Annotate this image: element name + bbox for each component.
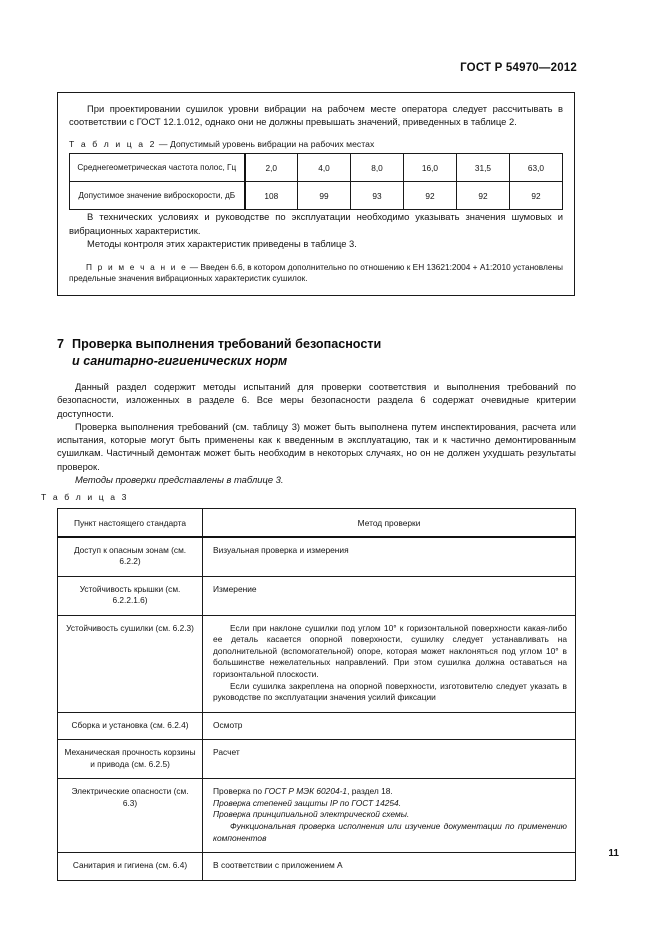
table-row (58, 537, 576, 576)
table3-row4-item-ref: (см. 6.2.5) (131, 758, 170, 769)
table3-row6-item-ref: (см. 6.4) (155, 860, 188, 871)
table2-row1-label: Допустимое значение виброскорости, дБ (70, 182, 245, 210)
electrical-line1-prefix: Проверка по (213, 786, 265, 797)
table3-row4-item-title: Механическая прочность корзины и привода (64, 747, 196, 769)
table2-row1-cell1: 99 (298, 182, 351, 210)
table-row (58, 615, 576, 712)
table3-row3-method (203, 712, 576, 740)
section7-paragraph-1: Данный раздел содержит методы испытаний для проверки соответствия и выполнения требований по безопасности, изложенных в разделе 6. Все меры безопасности раздела 6 содержат очевидные критерии доступности. (57, 381, 576, 419)
table2-row1-cell5: 92 (509, 182, 562, 210)
note-block (69, 262, 563, 285)
table3-row4-method-line0: Расчет (213, 747, 240, 758)
table3-row0-item-ref: (см. 6.2.2) (119, 545, 187, 567)
electrical-line1-standard: ГОСТ Р МЭК 60204-1 (264, 786, 348, 797)
table3-row2-method (203, 615, 576, 712)
table-3-verification-methods (57, 508, 576, 881)
note-label: П р и м е ч а н и е (86, 262, 188, 273)
table3-row4-item (58, 740, 203, 779)
section7-paragraph-2: Проверка выполнения требований (см. таблицу 3) может быть выполнена путем инспектирования, расчета или испытания, которые могут быть применены как к введенным в эксплуатацию, так и к частично демонтированным сушилкам. Частичный демонтаж может быть необходим в некоторых случаях, но он не должен ухудшать результаты проверок. (57, 420, 576, 472)
table3-caption-label: Т а б л и ц а 3 (41, 492, 129, 502)
post-table2-paragraph-2: Методы контроля этих характеристик приведены в таблице 3. (87, 237, 357, 249)
table3-row2-method-line0: Если при наклоне сушилки под углом 10° к горизонтальной поверхности какая-либо ее деталь касается опорной поверхности, сушилку следует устанавливать на дополнительной (вспомогательной) опоре, которая может наклоняться под углом 10° в большинстве нежелательных направлений. При этом сушилка должна оставаться на горизонтальной плоскости. (213, 622, 567, 679)
table3-row0-method (203, 537, 576, 576)
note-text: — Введен 6.6, в котором дополнительно по отношению к ЕН 13621:2004 + А1:2010 установлены предельные значения вибрационных характеристик сушилок. (69, 262, 563, 284)
post-table2-paragraph-1: В технических условиях и руководстве по эксплуатации необходимо указывать значения шумовых и вибрационных характеристик. (69, 211, 563, 236)
table-row (70, 154, 563, 182)
table3-row5-item-ref: (см. 6.3) (122, 786, 189, 808)
table-row (58, 576, 576, 615)
table3-row1-item (58, 576, 203, 615)
intro-paragraph: При проектировании сушилок уровни вибрации на рабочем месте оператора следует рассчитывать в соответствии с ГОСТ 12.1.012, однако они не должны превышать значений, приведенных в таблице 2. (69, 103, 563, 128)
table3-row5-item (58, 779, 203, 853)
table2-caption (69, 139, 563, 149)
table3-row0-method-line0: Визуальная проверка и измерения (213, 545, 349, 555)
section-number: 7 (57, 337, 65, 351)
table3-row0-item-title: Доступ к опасным зонам (73, 545, 169, 555)
table2-row0-cell4: 31,5 (456, 154, 509, 182)
table3-row5-method-line3: Функциональная проверка исполнения или изучение документации по применению компонентов (213, 820, 567, 843)
table3-row6-method (203, 853, 576, 881)
table3-col-header-method: Метод проверки (203, 509, 576, 538)
table3-row6-item-title: Санитария и гигиена (72, 860, 154, 871)
table2-caption-label: Т а б л и ц а 2 (69, 139, 157, 150)
page-number: 11 (608, 848, 619, 859)
table3-row5-method-line1: Проверка степеней защиты IP по ГОСТ 14254. (213, 797, 402, 808)
table3-row3-item-title: Сборка и установка (71, 719, 148, 730)
table3-caption (41, 492, 128, 502)
table3-row1-item-ref: (см. 6.2.2.1.6) (112, 583, 181, 606)
top-framed-block (57, 92, 575, 296)
table2-row0-cell0: 2,0 (245, 154, 298, 182)
table2-row1-cell0: 108 (245, 182, 298, 210)
section-7-body (57, 380, 576, 486)
page-header-standard-code: ГОСТ Р 54970—2012 (460, 62, 577, 74)
table3-row2-method-line1: Если сушилка закреплена на опорной поверхности, изготовителю следует указать в руководстве по эксплуатации значения усилий фиксации (213, 680, 567, 703)
table-row (58, 779, 576, 853)
table3-row1-item-title: Устойчивость крышки (79, 583, 164, 594)
section-7-heading (57, 336, 577, 370)
table3-row5-item-title: Электрические опасности (71, 786, 172, 797)
table3-row6-item (58, 853, 203, 881)
table3-row4-method (203, 740, 576, 779)
table-row (70, 182, 563, 210)
table3-row6-method-line0: В соответствии с приложением А (213, 860, 343, 871)
table3-row5-method-line0 (213, 786, 567, 798)
table3-row5-method-line2: Проверка принципиальной электрической схемы. (213, 809, 410, 820)
table3-row3-item-ref: (см. 6.2.4) (150, 719, 189, 730)
table3-row0-item (58, 537, 203, 576)
table3-row2-item-title: Устойчивость сушилки (66, 622, 154, 633)
table3-row2-item (58, 615, 203, 712)
table3-row1-method (203, 576, 576, 615)
table2-row1-cell4: 92 (456, 182, 509, 210)
table-row (58, 740, 576, 779)
table3-row3-method-line0: Осмотр (213, 719, 243, 730)
table3-col-header-item: Пункт настоящего стандарта (58, 509, 203, 538)
table3-row1-method-line0: Измерение (213, 583, 257, 594)
table2-row0-cell3: 16,0 (403, 154, 456, 182)
table-row (58, 712, 576, 740)
table2-row1-cell3: 92 (403, 182, 456, 210)
table2-row0-cell5: 63,0 (509, 154, 562, 182)
table2-row0-cell1: 4,0 (298, 154, 351, 182)
electrical-line1-suffix: , раздел 18. (347, 786, 393, 797)
table-2-vibration-limits (69, 153, 563, 210)
table2-caption-text: — Допустимый уровень вибрации на рабочих местах (158, 139, 375, 150)
table2-row1-cell2: 93 (351, 182, 404, 210)
section7-paragraph-3: Методы проверки представлены в таблице 3. (75, 474, 284, 486)
table2-row0-cell2: 8,0 (351, 154, 404, 182)
table3-row3-item (58, 712, 203, 740)
table3-header-row (58, 509, 576, 538)
section-title-line1: Проверка выполнения требований безопасности (72, 337, 382, 351)
table3-row2-item-ref: (см. 6.2.3) (155, 622, 194, 633)
table3-row5-method (203, 779, 576, 853)
section-title-line2: и санитарно-гигиенических норм (72, 354, 288, 368)
table-row (58, 853, 576, 881)
table2-row0-label: Среднегеометрическая частота полос, Гц (70, 154, 245, 182)
